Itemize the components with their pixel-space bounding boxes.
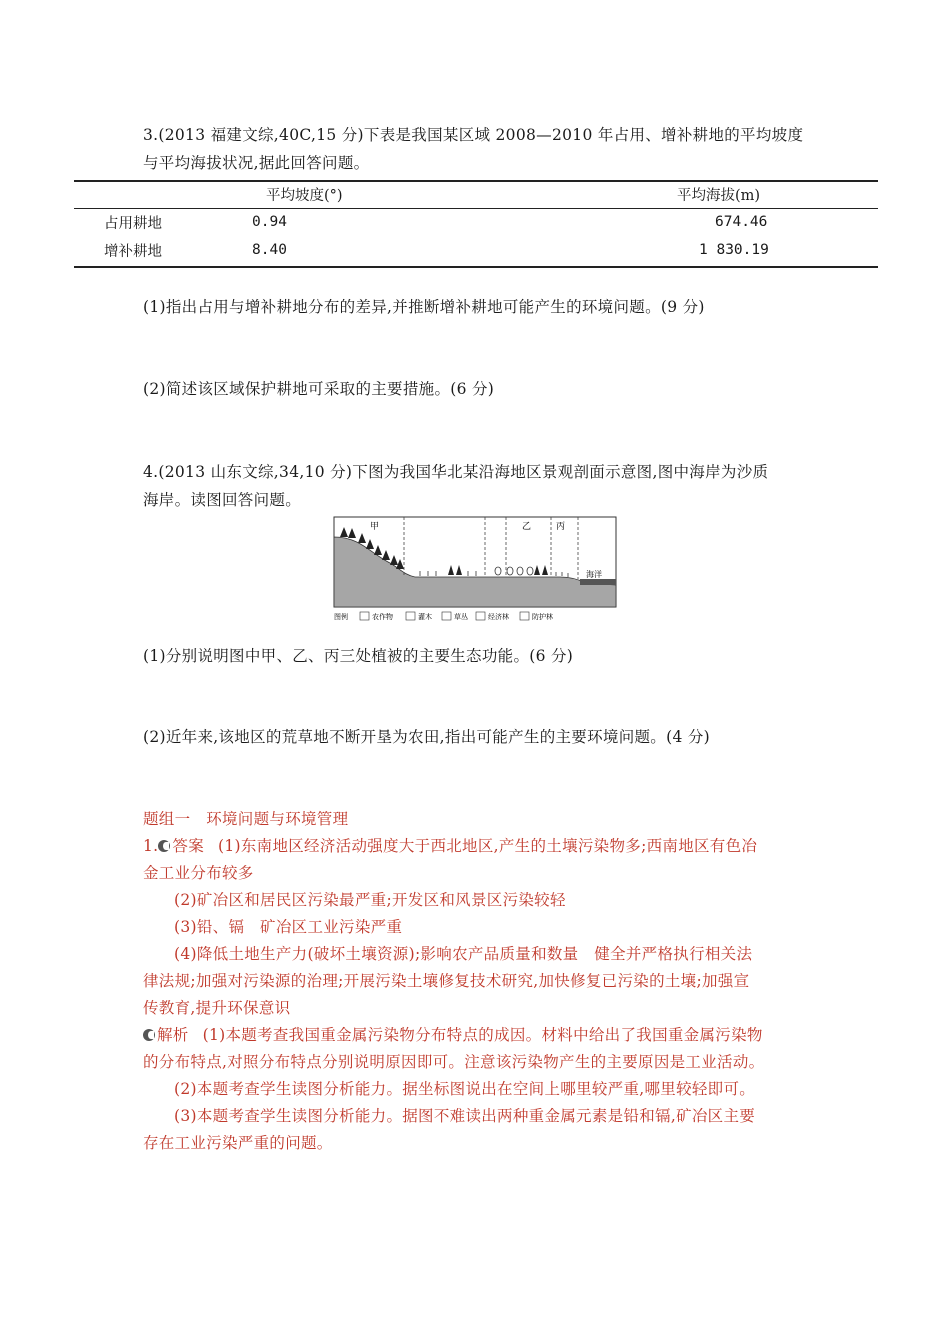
answer-text: (1)东南地区经济活动强度大于西北地区,产生的土壤污染物多;西南地区有色冶 [218,837,758,855]
analysis-label: 解析 [157,1026,189,1044]
answer-group-title: 题组一 环境问题与环境管理 [143,810,349,828]
label-bing: 丙 [556,522,566,532]
answer-line: 金工业分布较多 [143,864,254,882]
legend-crop-icon [360,612,369,620]
legend-shelter-forest-icon [520,612,529,620]
answer-line: (2)矿冶区和居民区污染最严重;开发区和风景区污染较轻 [174,891,566,909]
terrain-profile [334,537,616,607]
analysis-marker-icon [143,1029,155,1041]
q3-sub2: (2)简述该区域保护耕地可采取的主要措施。(6 分) [143,380,495,398]
table-cell: 1 830.19 [699,242,769,258]
legend-grass-icon [442,612,451,620]
table-header-empty [74,181,226,208]
table-bottom-rule [74,266,878,268]
landscape-profile-figure [330,513,620,623]
answer-line: 传教育,提升环保意识 [143,999,291,1017]
sea-water [580,579,616,585]
table-row [74,208,878,236]
table-cell: 增补耕地 [104,243,162,260]
table-cell: 0.94 [252,214,287,230]
zone-dividers [404,517,578,579]
q3-line1: 3.(2013 福建文综,40C,15 分)下表是我国某区域 2008—2010 年占用、增补耕地的平均坡度 [143,126,804,144]
q4-line1: 4.(2013 山东文综,34,10 分)下图为我国华北某沿海地区景观剖面示意图,图中海岸为沙质 [143,463,769,481]
analysis-line: 存在工业污染严重的问题。 [143,1134,333,1152]
q3-line2: 与平均海拔状况,据此回答问题。 [143,154,370,172]
answer-marker-icon [158,840,170,852]
answer-line: 律法规;加强对污染源的治理;开展污染土壤修复技术研究,加快修复已污染的土壤;加强宣 [143,972,750,990]
data-table [74,181,878,264]
economic-trees [495,567,533,575]
legend-shelter-forest: 防护林 [532,613,553,621]
q4-line2: 海岸。读图回答问题。 [143,491,302,509]
legend-economic-forest: 经济林 [488,613,509,621]
analysis-text: (1)本题考查我国重金属污染物分布特点的成因。材料中给出了我国重金属污染物 [202,1026,763,1044]
table-header-slope: 平均坡度(°) [266,188,343,204]
table-cell: 8.40 [252,242,287,258]
answer-number: 1. [143,837,159,855]
analysis-line: (2)本题考查学生读图分析能力。据坐标图说出在空间上哪里较严重,哪里较轻即可。 [174,1080,756,1098]
answer-label: 答案 [172,837,204,855]
q4-sub1: (1)分别说明图中甲、乙、丙三处植被的主要生态功能。(6 分) [143,647,574,665]
legend-shrub-icon [406,612,415,620]
analysis-line: 的分布特点,对照分布特点分别说明原因即可。注意该污染物产生的主要原因是工业活动。 [143,1053,765,1071]
table-row [74,236,878,264]
answer-line: (4)降低土地生产力(破坏土壤资源);影响农产品质量和数量 健全并严格执行相关法 [174,945,753,963]
legend-shrub: 灌木 [418,613,432,621]
analysis-line [143,1022,823,1049]
answer-line [143,833,823,860]
analysis-line: (3)本题考查学生读图分析能力。据图不难读出两种重金属元素是铅和镉,矿冶区主要 [174,1107,756,1125]
legend-crop: 农作物 [372,613,393,621]
legend-economic-forest-icon [476,612,485,620]
label-sea: 海洋 [586,570,602,579]
answer-line: (3)铅、镉 矿冶区工业污染严重 [174,918,403,936]
legend-grass: 草丛 [454,613,468,621]
table-cell: 674.46 [715,214,768,230]
q3-sub1: (1)指出占用与增补耕地分布的差异,并推断增补耕地可能产生的环境问题。(9 分) [143,298,705,316]
q4-sub2: (2)近年来,该地区的荒草地不断开垦为农田,指出可能产生的主要环境问题。(4 分) [143,728,710,746]
label-jia: 甲 [370,522,380,532]
answer-block [143,833,823,1157]
label-yi: 乙 [522,522,532,532]
table-header-altitude: 平均海拔(m) [677,188,761,204]
table-cell: 占用耕地 [104,215,162,232]
legend-title: 图例 [334,613,348,621]
